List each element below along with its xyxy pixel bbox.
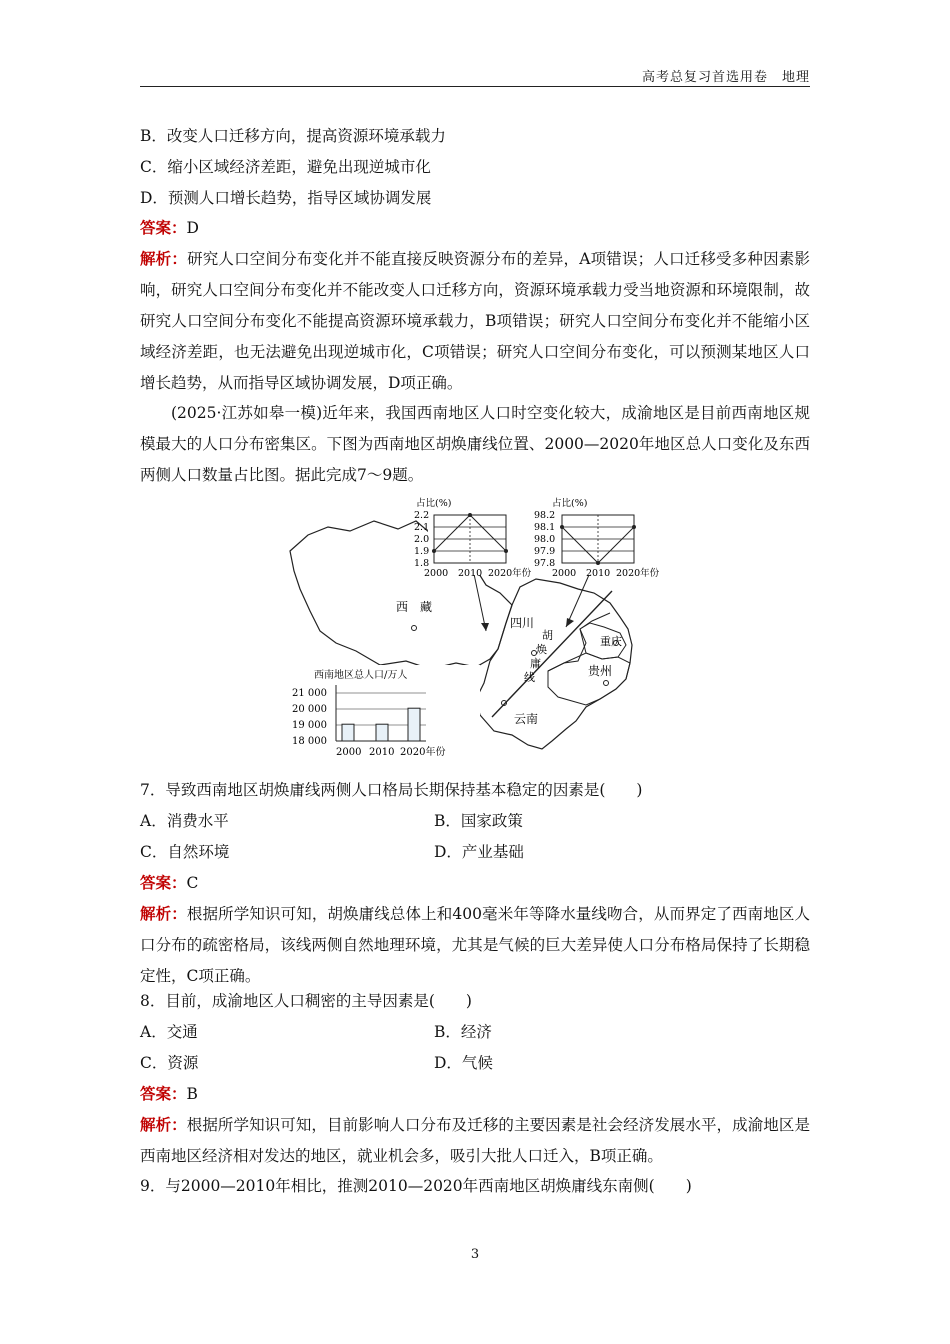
right-xtick-2: 2020年份	[616, 568, 660, 579]
left-point-2	[504, 549, 508, 553]
q8-option-c: C．资源	[140, 1054, 199, 1072]
q8-option-d: D．气候	[434, 1054, 493, 1072]
population-bar-chart	[280, 665, 480, 758]
bar-xtick-1: 2010	[369, 747, 395, 758]
right-xtick-1: 2010	[586, 568, 611, 579]
label-hu-2: 焕	[536, 643, 547, 656]
left-chart-ylabel: 占比(%)	[416, 498, 452, 509]
right-ytick-4: 97.8	[534, 558, 556, 569]
analysis-label: 解析：	[140, 249, 188, 268]
q7-option-b: B．国家政策	[434, 812, 523, 830]
q8-option-a: A．交通	[140, 1023, 198, 1041]
page-number: 3	[470, 1247, 480, 1262]
right-ytick-2: 98.0	[534, 534, 556, 545]
bar-ytick-0: 21 000	[292, 688, 327, 699]
q8-question: 8．目前，成渝地区人口稠密的主导因素是( )	[140, 992, 472, 1010]
bar-xtick-0: 2000	[336, 747, 362, 758]
guizhou-border	[548, 653, 630, 705]
right-ytick-0: 98.2	[534, 510, 556, 521]
bar-2000	[342, 724, 354, 741]
analysis-paragraph	[140, 243, 810, 399]
q7-answer	[140, 873, 198, 893]
left-ytick-4: 1.8	[414, 558, 430, 569]
option-c: C．缩小区域经济差距，避免出现逆城市化	[140, 158, 431, 176]
right-ytick-1: 98.1	[534, 522, 556, 533]
left-ytick-0: 2.2	[414, 510, 430, 521]
bar-2020	[408, 708, 420, 741]
left-ytick-2: 2.0	[414, 534, 430, 545]
label-hu-4: 线	[524, 671, 535, 684]
left-point-0	[432, 549, 436, 553]
q7-analysis	[140, 898, 810, 992]
right-ytick-3: 97.9	[534, 546, 556, 557]
q7-analysis-text: 根据所学知识可知，胡焕庸线总体上和400毫米年等降水量线吻合，从而界定了西南地区人口分布的疏密格局，该线两侧自然地理环境，尤其是气候的巨大差异使人口分布格局保持了长期稳定性，C项正确。	[140, 905, 810, 985]
right-point-2	[632, 525, 636, 529]
answer-line	[140, 218, 199, 238]
q8-analysis-text: 根据所学知识可知，目前影响人口分布及迁移的主要因素是社会经济发展水平，成渝地区是西南地区经济相对发达的地区，就业机会多，吸引大批人口迁入，B项正确。	[140, 1116, 810, 1165]
left-line-chart	[414, 493, 532, 579]
q8-answer-value: B	[186, 1085, 198, 1103]
answer-value: D	[186, 219, 199, 237]
q7-answer-label: 答案：	[140, 873, 187, 892]
q8-option-b: B．经济	[434, 1023, 492, 1041]
label-yunnan: 云南	[514, 712, 539, 726]
q9-question: 9．与2000—2010年相比，推测2010—2020年西南地区胡焕庸线东南侧( )	[140, 1177, 692, 1195]
q7-analysis-label: 解析：	[140, 904, 187, 923]
option-b: B．改变人口迁移方向，提高资源环境承载力	[140, 127, 446, 145]
bar-xtick-2: 2020年份	[400, 747, 446, 758]
bar-chart-title: 西南地区总人口/万人	[314, 670, 408, 681]
bar-ytick-2: 19 000	[292, 720, 327, 731]
bar-ytick-3: 18 000	[292, 736, 327, 747]
q7-option-a: A．消费水平	[140, 812, 229, 830]
q7-answer-value: C	[186, 874, 199, 892]
label-hu-3: 庸	[530, 657, 541, 670]
question-stem: (2025·江苏如皋一模)近年来，我国西南地区人口时空变化较大，成渝地区是目前西南地区规模最大的人口分布密集区。下图为西南地区胡焕庸线位置、2000—2020年地区总人口变化及东西两侧人口数量占比图。据此完成7～9题。	[140, 404, 810, 484]
right-chart-ylabel: 占比(%)	[552, 498, 588, 509]
right-point-0	[560, 525, 564, 529]
left-xtick-1: 2010	[458, 568, 483, 579]
label-chongqing: 重庆	[600, 635, 622, 648]
left-point-1	[468, 513, 472, 517]
header-title: 高考总复习首选用卷 地理	[641, 70, 810, 85]
q8-answer	[140, 1084, 198, 1104]
q8-analysis	[140, 1109, 810, 1172]
label-sichuan: 四川	[510, 616, 535, 630]
map-figure	[280, 493, 700, 758]
page-header	[140, 64, 810, 87]
analysis-text: 研究人口空间分布变化并不能直接反映资源分布的差异，A项错误；人口迁移受多种因素影响，研究人口空间分布变化并不能改变人口迁移方向，资源环境承载力受当地资源和环境限制，故研究人口空间分布变化不能提高资源环境承载力，B项错误；研究人口空间分布变化并不能缩小区域经济差距，也无法避免出现逆城市化，C项错误；研究人口空间分布变化，可以预测某地区人口增长趋势，从而指导区域协调发展，D项正确。	[140, 250, 810, 392]
left-xtick-0: 2000	[424, 568, 449, 579]
q8-analysis-label: 解析：	[140, 1115, 187, 1134]
q7-option-d: D．产业基础	[434, 843, 524, 861]
answer-label: 答案：	[140, 218, 187, 237]
left-ytick-1: 2.1	[414, 522, 430, 533]
q7-question: 7．导致西南地区胡焕庸线两侧人口格局长期保持基本稳定的因素是( )	[140, 781, 643, 799]
bar-ytick-1: 20 000	[292, 704, 327, 715]
q8-answer-label: 答案：	[140, 1084, 187, 1103]
left-ytick-3: 1.9	[414, 546, 430, 557]
option-d: D．预测人口增长趋势，指导区域协调发展	[140, 189, 432, 207]
label-guizhou: 贵州	[588, 664, 613, 678]
label-hu-1: 胡	[542, 629, 553, 642]
right-xtick-0: 2000	[552, 568, 577, 579]
right-point-1	[596, 561, 600, 565]
bar-2010	[376, 724, 388, 741]
label-xizang: 西 藏	[396, 600, 433, 614]
left-xtick-2: 2020年份	[488, 568, 532, 579]
right-line-chart	[534, 493, 660, 579]
q7-option-c: C．自然环境	[140, 843, 230, 861]
